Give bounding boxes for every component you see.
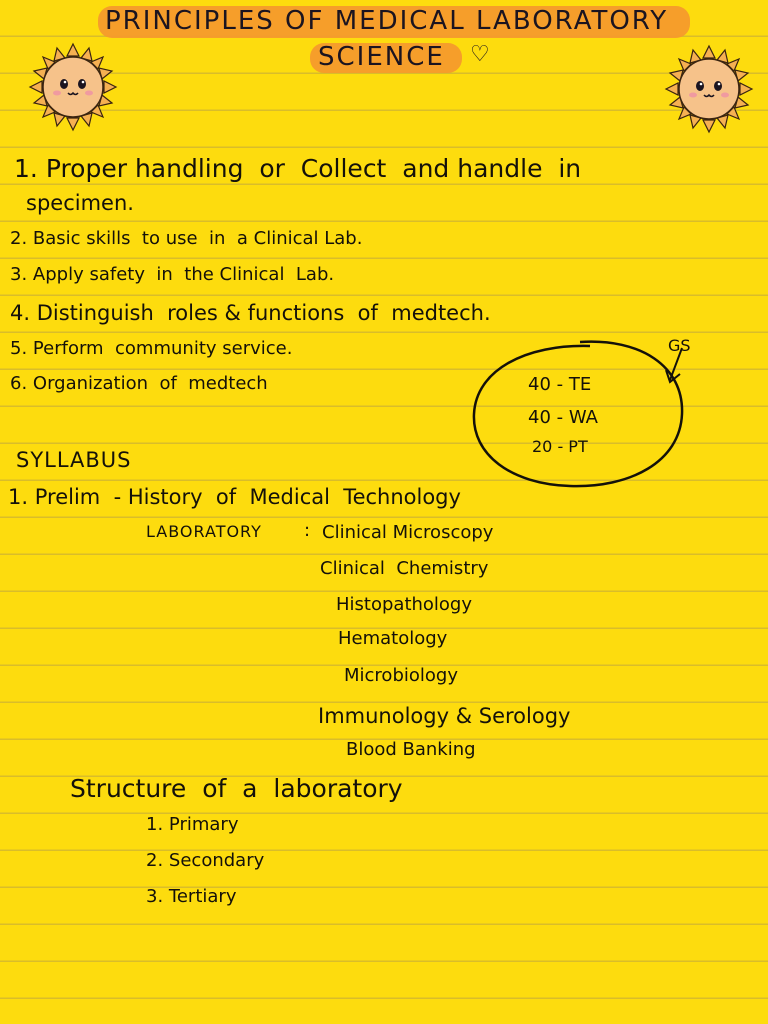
objective-text: specimen. [26, 191, 134, 215]
objective-item [10, 340, 292, 358]
structure-text: Primary [168, 814, 239, 835]
laboratory-label: LABORATORY [146, 522, 262, 541]
structure-number: 3. [146, 886, 164, 907]
structure-item [146, 852, 264, 870]
objective-number: 2. [10, 228, 28, 249]
objective-item [10, 266, 334, 284]
objective-item [10, 230, 362, 248]
structure-text: Secondary [168, 850, 265, 871]
objective-number: 1. [14, 154, 38, 183]
sun-face-icon [664, 44, 754, 134]
objective-text: Proper handling or Collect and handle in [45, 154, 582, 183]
structure-text: Tertiary [168, 886, 237, 907]
structure-item [146, 888, 236, 906]
objective-number: 3. [10, 264, 28, 285]
structure-item [146, 816, 238, 834]
objective-item [10, 375, 268, 393]
structure-heading: Structure of a laboratory [70, 774, 403, 803]
heart-icon: ♡ [470, 42, 490, 67]
objective-text: Organization of medtech [32, 373, 268, 394]
lab-item: Blood Banking [346, 739, 476, 760]
objective-number: 6. [10, 373, 28, 394]
page-title: PRINCIPLES OF MEDICAL LABORATORY [105, 6, 669, 36]
grading-item: 20 - PT [532, 437, 588, 456]
objective-number: 5. [10, 338, 28, 359]
objective-text: Distinguish roles & functions of medtech. [36, 301, 491, 325]
laboratory-colon: : [304, 520, 311, 541]
objective-text: Basic skills to use in a Clinical Lab. [32, 228, 363, 249]
lab-item: Microbiology [344, 665, 458, 686]
prelim-number: 1. [8, 485, 29, 509]
grading-item: 40 - WA [528, 407, 598, 428]
objective-item [10, 303, 491, 324]
structure-number: 1. [146, 814, 164, 835]
syllabus-heading: SYLLABUS [16, 448, 132, 472]
grading-item: 40 - TE [528, 374, 592, 395]
lab-item: Immunology & Serology [318, 704, 571, 728]
objective-text: Perform community service. [32, 338, 293, 359]
lab-item: Histopathology [336, 594, 473, 615]
objective-text: Apply safety in the Clinical Lab. [32, 264, 335, 285]
page-title-line2: SCIENCE [318, 42, 445, 72]
objective-item [26, 193, 134, 214]
objective-number: 4. [10, 301, 31, 325]
prelim-text: Prelim - History of Medical Technology [34, 485, 461, 509]
lab-item: Hematology [338, 628, 448, 649]
lab-item: Clinical Chemistry [320, 558, 489, 579]
prelim-item [8, 487, 461, 508]
sun-face-icon [28, 42, 118, 132]
structure-number: 2. [146, 850, 164, 871]
objective-item [14, 156, 581, 181]
lab-item: Clinical Microscopy [322, 522, 494, 543]
grading-label: GS [668, 336, 691, 355]
